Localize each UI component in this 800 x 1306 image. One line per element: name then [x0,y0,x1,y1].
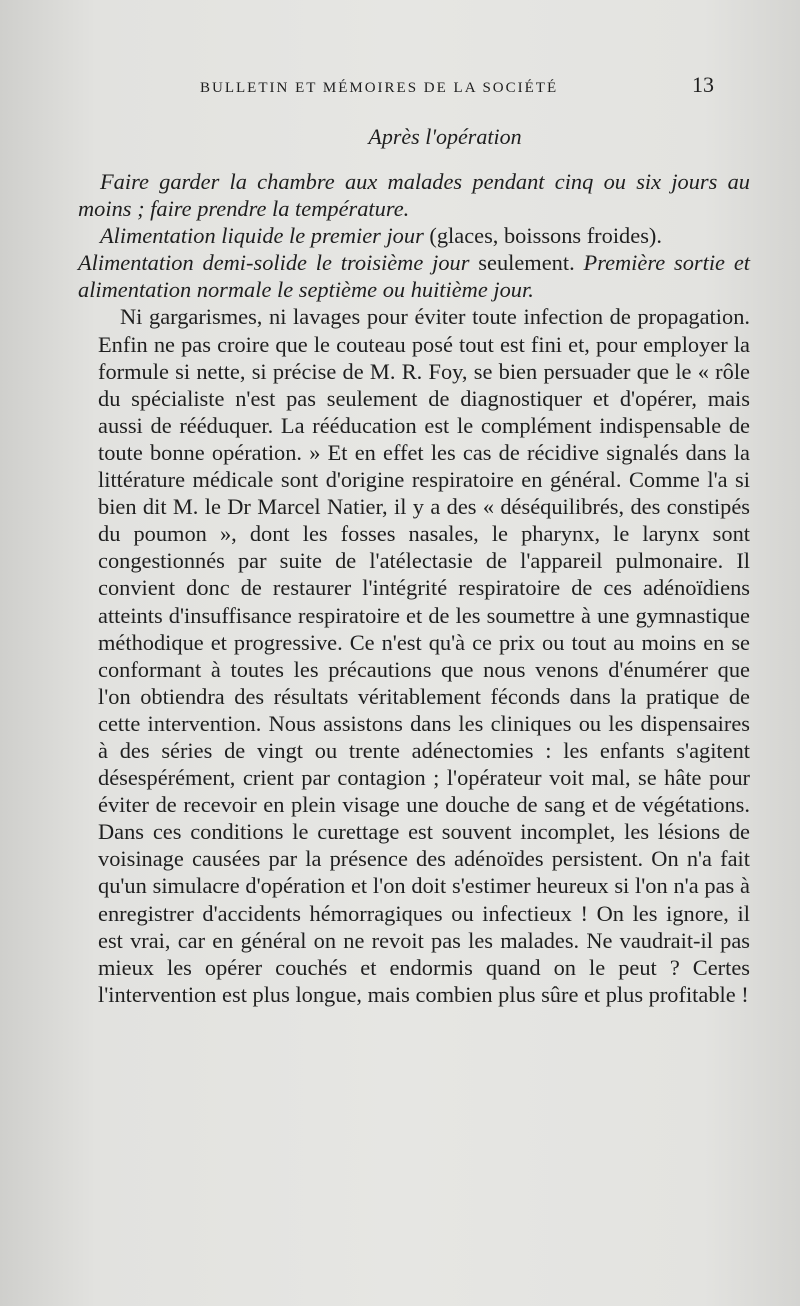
page-header [90,72,720,102]
paragraph-2 [78,222,750,249]
section-title: Après l'opération [368,124,522,149]
body-text [78,168,750,1008]
paragraph-2-italic: Alimentation liquide le premier jour [100,223,424,249]
paragraph-3-roman: seulement. [469,250,584,276]
paragraph-3-italic-a: Alimentation demi-solide le troisième jour [78,250,470,276]
paragraph-3-italic-b: Première sortie et alimentation normale le septième ou huitième jour. [78,250,750,303]
paragraph-1: Faire garder la chambre aux malades pendant cinq ou six jours au moins ; faire prendre la température. [78,169,750,222]
paragraph-4: Ni gargarismes, ni lavages pour éviter toute infection de propagation. Enfin ne pas croire que le couteau posé tout est fini et, pour employer la formule si nette, si précise de M. R. Foy, se bien persuader que le « rôle du spécialiste n'est pas seulement de diagnostiquer et d'opérer, mais aussi de rééduquer. La rééducation est le complément indispensable de toute bonne opération. » Et en effet les cas de récidive signalés dans la littérature médicale sont d'origine respiratoire en général. Comme l'a si bien dit M. le Dr Marcel Natier, il y a des « déséquilibrés, des constipés du poumon », dont les fosses nasales, le pharynx, le larynx sont congestionnés par suite de l'atélectasie de l'appareil pulmonaire. Il convient donc de restaurer l'intégrité respiratoire de ces adénoïdiens atteints d'insuffisance respiratoire et de les soumettre à une gymnastique méthodique et progressive. Ce n'est qu'à ce prix ou tout au moins en se conformant à toutes les précautions que nous venons d'énumérer que l'on obtiendra des résultats véritablement féconds dans la pratique de cette intervention. Nous assistons dans les cliniques ou les dispensaires à des séries de vingt ou trente adénectomies : les enfants s'agitent désespérément, crient par contagion ; l'opérateur voit mal, se hâte pour éviter de recevoir en plein visage une douche de sang et de végétations. Dans ces conditions le curettage est souvent incomplet, les lésions de voisinage causées par la présence des adénoïdes persistent. On n'a fait qu'un simulacre d'opération et l'on doit s'estimer heureux si l'on n'a pas à enregistrer d'accidents hémorragiques ou infectieux ! On les ignore, il est vrai, car en général on ne revoit pas les malades. Ne vaudrait-il pas mieux les opérer couchés et endormis quand on le peut ? Certes l'intervention est plus longue, mais combien plus sûre et plus profitable ! [98,304,750,1007]
paragraph-3 [78,249,750,303]
running-head: BULLETIN ET MÉMOIRES DE LA SOCIÉTÉ [200,80,559,96]
paragraph-2-roman: (glaces, boissons froides). [423,223,662,249]
page-number: 13 [692,72,714,97]
